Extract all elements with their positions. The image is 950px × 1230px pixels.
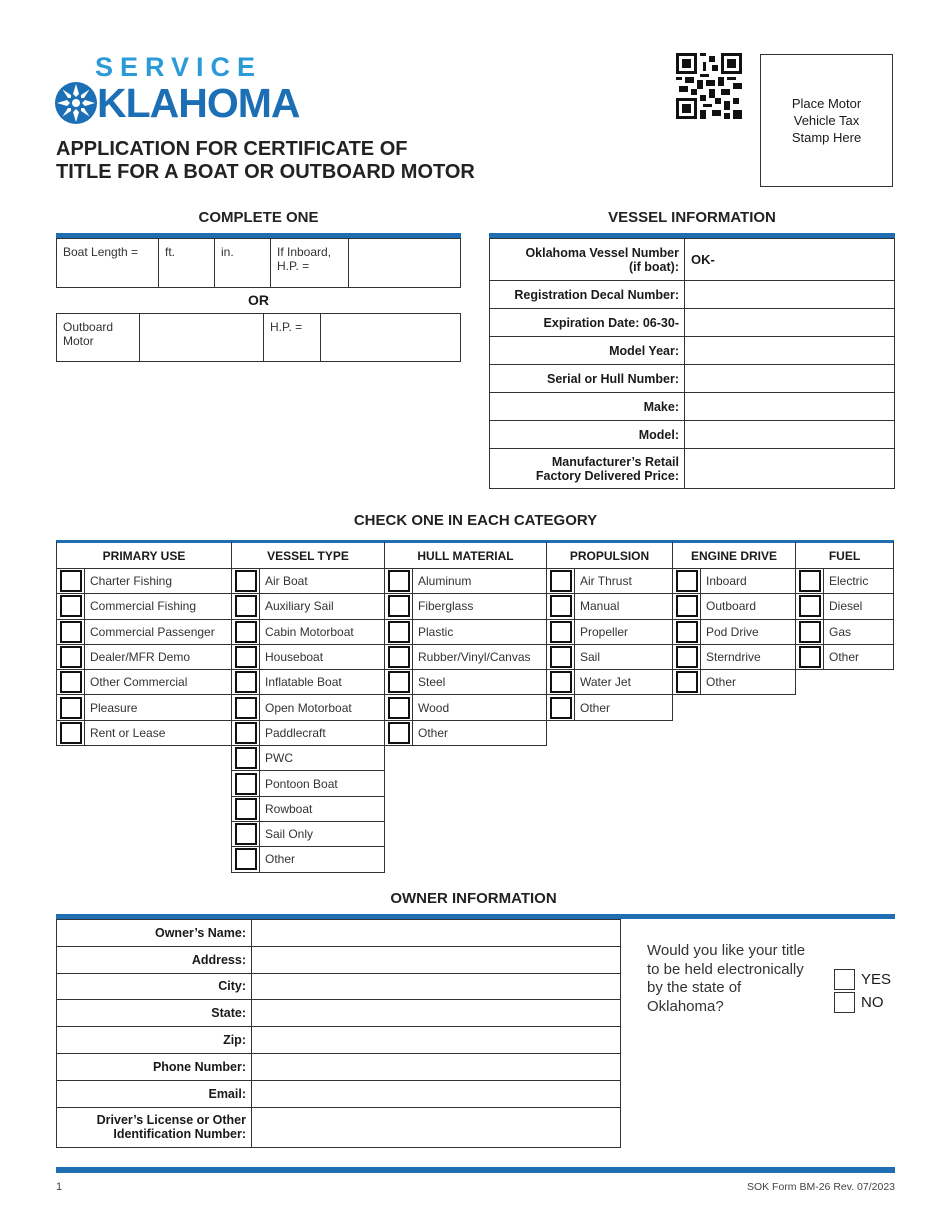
checkbox[interactable] (235, 823, 257, 845)
checkbox-cell (232, 847, 260, 871)
propulsion-header: PROPULSION (546, 540, 673, 569)
propulsion-option-label: Other (580, 700, 611, 715)
hull-material-option-label: Fiberglass (418, 599, 474, 614)
checkbox[interactable] (388, 595, 410, 617)
checkbox-cell (232, 695, 260, 719)
license-line-2: Identification Number: (113, 1127, 246, 1142)
propulsion-option-label: Water Jet (580, 675, 631, 690)
checkbox[interactable] (60, 570, 82, 592)
engine-drive-option-label: Inboard (706, 574, 747, 589)
vessel-type-option[interactable] (231, 771, 385, 796)
vessel-type-option[interactable] (231, 695, 385, 720)
hull-material-option-label: Other (418, 725, 449, 740)
state-field[interactable] (252, 1000, 621, 1027)
fuel-option[interactable] (795, 620, 894, 645)
engine-drive-option[interactable] (672, 594, 796, 619)
checkbox[interactable] (799, 646, 821, 668)
price-field[interactable] (685, 449, 895, 489)
checkbox-cell (385, 645, 413, 669)
primary-use-option-label: Rent or Lease (90, 725, 166, 740)
outboard-line-1: Outboard (63, 320, 114, 334)
checkbox[interactable] (235, 773, 257, 795)
checkbox-cell (232, 594, 260, 618)
checkbox[interactable] (60, 697, 82, 719)
star-logo-icon (53, 80, 99, 126)
qr-code-icon (676, 53, 742, 119)
hull-material-option[interactable] (384, 695, 547, 720)
vessel-type-option[interactable] (231, 847, 385, 872)
license-label (57, 1107, 252, 1147)
vessel-type-option[interactable] (231, 746, 385, 771)
checkbox-cell (232, 670, 260, 694)
primary-use-option[interactable] (56, 620, 232, 645)
vessel-type-option[interactable] (231, 645, 385, 670)
city-label: City: (57, 973, 252, 1000)
checkbox[interactable] (235, 646, 257, 668)
complete-one-heading: COMPLETE ONE (198, 209, 319, 226)
checkbox[interactable] (60, 621, 82, 643)
checkbox-cell (57, 594, 85, 618)
primary-use-header: PRIMARY USE (56, 540, 232, 569)
vessel-type-option[interactable] (231, 569, 385, 594)
hull-material-header: HULL MATERIAL (384, 540, 547, 569)
primary-use-option[interactable] (56, 695, 232, 720)
fuel-header: FUEL (795, 540, 894, 569)
vessel-info-table (489, 238, 895, 489)
checkbox[interactable] (550, 671, 572, 693)
checkbox-cell (673, 670, 701, 694)
hull-material-option[interactable] (384, 721, 547, 746)
hull-material-column (384, 540, 547, 746)
fuel-option[interactable] (795, 645, 894, 670)
propulsion-option[interactable] (546, 594, 673, 619)
phone-field[interactable] (252, 1053, 621, 1080)
checkbox[interactable] (235, 570, 257, 592)
checkbox[interactable] (60, 646, 82, 668)
primary-use-option[interactable] (56, 670, 232, 695)
propulsion-option[interactable] (546, 695, 673, 720)
owner-name-field[interactable] (252, 920, 621, 947)
inboard-hp-line-2: H.P. = (277, 259, 310, 273)
boat-length-ft-field[interactable]: ft. (159, 239, 215, 288)
checkbox-cell (796, 569, 824, 593)
checkbox-cell (232, 721, 260, 745)
vessel-type-option-label: Sail Only (265, 827, 314, 842)
make-label: Make: (490, 393, 685, 421)
checkbox-cell (57, 670, 85, 694)
checkbox[interactable] (550, 595, 572, 617)
price-line-2: Factory Delivered Price: (535, 468, 679, 483)
checkbox[interactable] (676, 621, 698, 643)
checkbox[interactable] (676, 646, 698, 668)
fuel-option-label: Electric (829, 574, 869, 589)
checkbox-cell (385, 721, 413, 745)
primary-use-option-label: Other Commercial (90, 675, 188, 690)
categories-heading: CHECK ONE IN EACH CATEGORY (353, 512, 598, 529)
propulsion-option[interactable] (546, 645, 673, 670)
inboard-hp-line-1: If Inboard, (277, 245, 332, 259)
checkbox[interactable] (676, 671, 698, 693)
checkbox-cell (385, 670, 413, 694)
boat-length-in-field[interactable]: in. (215, 239, 271, 288)
engine-drive-option-label: Pod Drive (706, 624, 759, 639)
vessel-type-option-label: Open Motorboat (265, 700, 352, 715)
no-checkbox[interactable] (834, 992, 855, 1013)
checkbox-cell (673, 645, 701, 669)
checkbox-cell (547, 620, 575, 644)
checkbox[interactable] (60, 722, 82, 744)
yes-option[interactable] (834, 969, 891, 990)
vessel-type-option-label: Auxiliary Sail (265, 599, 334, 614)
hull-material-option[interactable] (384, 645, 547, 670)
logo-oklahoma-text: KLAHOMA (97, 80, 300, 126)
form-number: SOK Form BM-26 Rev. 07/2023 (746, 1181, 895, 1193)
checkbox-cell (547, 670, 575, 694)
hull-material-option-label: Steel (418, 675, 446, 690)
checkbox-cell (232, 645, 260, 669)
primary-use-option-label: Dealer/MFR Demo (90, 650, 191, 665)
checkbox-cell (232, 797, 260, 821)
logo (53, 80, 300, 126)
vessel-type-option[interactable] (231, 721, 385, 746)
primary-use-option[interactable] (56, 645, 232, 670)
model-field[interactable] (685, 421, 895, 449)
outboard-table (56, 313, 461, 362)
fuel-option-label: Diesel (829, 599, 863, 614)
hull-material-option[interactable] (384, 620, 547, 645)
checkbox[interactable] (388, 697, 410, 719)
engine-drive-column (672, 540, 796, 695)
owner-name-label: Owner’s Name: (57, 920, 252, 947)
vessel-number-line-2: (if boat): (629, 259, 679, 274)
make-field[interactable] (685, 393, 895, 421)
checkbox-cell (232, 822, 260, 846)
primary-use-column (56, 540, 232, 746)
checkbox[interactable] (550, 697, 572, 719)
propulsion-column (546, 540, 673, 721)
electronic-title-question: Would you like your title to be held electronically by the state of Oklahoma? (647, 942, 806, 1015)
checkbox[interactable] (388, 646, 410, 668)
checkbox[interactable] (235, 798, 257, 820)
checkbox[interactable] (550, 570, 572, 592)
vessel-type-option-label: Paddlecraft (265, 725, 326, 740)
vessel-type-option[interactable] (231, 797, 385, 822)
hull-material-option-label: Wood (418, 700, 450, 715)
decal-field[interactable] (685, 281, 895, 309)
checkbox-cell (385, 594, 413, 618)
checkbox[interactable] (388, 621, 410, 643)
vessel-type-option-label: Houseboat (265, 650, 324, 665)
primary-use-option-label: Commercial Passenger (90, 624, 215, 639)
outboard-hp-label: H.P. = (264, 314, 321, 362)
stamp-line-2: Vehicle Tax (793, 113, 860, 128)
logo-service-text: SERVICE (95, 52, 263, 82)
checkbox-cell (547, 569, 575, 593)
checkbox-cell (232, 620, 260, 644)
checkbox[interactable] (235, 621, 257, 643)
checkbox[interactable] (235, 697, 257, 719)
stamp-line-3: Stamp Here (791, 130, 862, 145)
checkbox-cell (796, 645, 824, 669)
vessel-type-option[interactable] (231, 620, 385, 645)
outboard-motor-label (57, 314, 140, 362)
propulsion-option[interactable] (546, 620, 673, 645)
state-label: State: (57, 1000, 252, 1027)
no-label: NO (861, 994, 884, 1011)
title-line-1: APPLICATION FOR CERTIFICATE OF (56, 138, 408, 160)
decal-label: Registration Decal Number: (490, 281, 685, 309)
fuel-option-label: Gas (829, 624, 852, 639)
hull-material-option-label: Plastic (418, 624, 454, 639)
propulsion-option-label: Air Thrust (580, 574, 632, 589)
checkbox[interactable] (388, 722, 410, 744)
email-label: Email: (57, 1080, 252, 1107)
no-option[interactable] (834, 992, 884, 1013)
checkbox-cell (57, 721, 85, 745)
vessel-type-option-label: Inflatable Boat (265, 675, 342, 690)
page-title (56, 138, 576, 184)
checkbox[interactable] (676, 595, 698, 617)
vessel-number-line-1: Oklahoma Vessel Number (525, 245, 679, 260)
primary-use-option[interactable] (56, 594, 232, 619)
checkbox[interactable] (799, 621, 821, 643)
owner-info-table (56, 919, 621, 1148)
price-label (490, 449, 685, 489)
checkbox[interactable] (235, 848, 257, 870)
checkbox[interactable] (388, 671, 410, 693)
checkbox[interactable] (388, 570, 410, 592)
engine-drive-option[interactable] (672, 670, 796, 695)
checkbox-cell (547, 645, 575, 669)
boat-length-table (56, 238, 461, 288)
checkbox[interactable] (235, 722, 257, 744)
propulsion-option-label: Manual (580, 599, 620, 614)
hull-material-option-label: Rubber/Vinyl/Canvas (418, 650, 531, 665)
vessel-number-field[interactable]: OK- (685, 239, 895, 281)
yes-label: YES (861, 971, 892, 988)
vessel-type-option-label: Other (265, 852, 296, 867)
fuel-column (795, 540, 894, 670)
stamp-line-1: Place Motor (791, 96, 862, 111)
checkbox[interactable] (550, 646, 572, 668)
vessel-type-option[interactable] (231, 822, 385, 847)
checkbox[interactable] (235, 747, 257, 769)
phone-label: Phone Number: (57, 1053, 252, 1080)
model-year-label: Model Year: (490, 337, 685, 365)
email-field[interactable] (252, 1080, 621, 1107)
owner-info-heading: OWNER INFORMATION (390, 890, 557, 907)
propulsion-option[interactable] (546, 569, 673, 594)
vessel-type-column (231, 540, 385, 873)
engine-drive-option[interactable] (672, 569, 796, 594)
address-label: Address: (57, 946, 252, 973)
tax-stamp-box (760, 54, 893, 187)
footer-bar (56, 1167, 895, 1173)
outboard-line-2: Motor (63, 334, 94, 348)
expiration-field[interactable] (685, 309, 895, 337)
checkbox[interactable] (550, 621, 572, 643)
primary-use-option[interactable] (56, 721, 232, 746)
vessel-type-option-label: Cabin Motorboat (265, 624, 354, 639)
zip-field[interactable] (252, 1027, 621, 1054)
hull-material-option-label: Aluminum (418, 574, 472, 589)
vessel-type-option[interactable] (231, 670, 385, 695)
checkbox-cell (673, 620, 701, 644)
page-number: 1 (56, 1181, 63, 1193)
engine-drive-option[interactable] (672, 645, 796, 670)
engine-drive-option-label: Other (706, 675, 737, 690)
engine-drive-option-label: Sterndrive (706, 650, 761, 665)
or-label: OR (248, 292, 269, 308)
engine-drive-header: ENGINE DRIVE (672, 540, 796, 569)
checkbox-cell (232, 569, 260, 593)
expiration-label: Expiration Date: 06-30- (490, 309, 685, 337)
checkbox-cell (57, 695, 85, 719)
checkbox[interactable] (676, 570, 698, 592)
checkbox-cell (57, 569, 85, 593)
checkbox-cell (232, 746, 260, 770)
checkbox-cell (57, 645, 85, 669)
checkbox-cell (547, 695, 575, 719)
license-line-1: Driver’s License or Other (96, 1113, 246, 1128)
vessel-type-option-label: Pontoon Boat (265, 776, 338, 791)
outboard-hp-field[interactable] (321, 314, 461, 362)
primary-use-option-label: Charter Fishing (90, 574, 173, 589)
fuel-option-label: Other (829, 650, 860, 665)
vessel-type-option[interactable] (231, 594, 385, 619)
checkbox[interactable] (235, 671, 257, 693)
inboard-hp-field[interactable] (349, 239, 461, 288)
checkbox[interactable] (60, 595, 82, 617)
outboard-motor-field[interactable] (140, 314, 264, 362)
checkbox-cell (796, 620, 824, 644)
checkbox-cell (57, 620, 85, 644)
address-field[interactable] (252, 946, 621, 973)
checkbox-cell (796, 594, 824, 618)
hull-material-option[interactable] (384, 670, 547, 695)
checkbox[interactable] (60, 671, 82, 693)
title-line-2: TITLE FOR A BOAT OR OUTBOARD MOTOR (56, 161, 475, 183)
vessel-type-option-label: PWC (265, 751, 293, 766)
vessel-type-option-label: Air Boat (265, 574, 308, 589)
hull-material-option[interactable] (384, 569, 547, 594)
primary-use-option-label: Pleasure (90, 700, 138, 715)
license-field[interactable] (252, 1107, 621, 1147)
hull-material-option[interactable] (384, 594, 547, 619)
vessel-type-option-label: Rowboat (265, 801, 313, 816)
checkbox[interactable] (799, 570, 821, 592)
checkbox-cell (673, 594, 701, 618)
propulsion-option[interactable] (546, 670, 673, 695)
model-year-field[interactable] (685, 337, 895, 365)
checkbox[interactable] (799, 595, 821, 617)
checkbox[interactable] (235, 595, 257, 617)
checkbox-cell (673, 569, 701, 593)
serial-field[interactable] (685, 365, 895, 393)
primary-use-option-label: Commercial Fishing (90, 599, 197, 614)
city-field[interactable] (252, 973, 621, 1000)
price-line-1: Manufacturer’s Retail (551, 454, 679, 469)
checkbox-cell (385, 620, 413, 644)
fuel-option[interactable] (795, 594, 894, 619)
engine-drive-option-label: Outboard (706, 599, 757, 614)
yes-checkbox[interactable] (834, 969, 855, 990)
primary-use-option[interactable] (56, 569, 232, 594)
model-label: Model: (490, 421, 685, 449)
vessel-info-heading: VESSEL INFORMATION (608, 209, 776, 226)
checkbox-cell (385, 569, 413, 593)
serial-label: Serial or Hull Number: (490, 365, 685, 393)
boat-length-label: Boat Length = (57, 239, 159, 288)
inboard-hp-label (271, 239, 349, 288)
zip-label: Zip: (57, 1027, 252, 1054)
checkbox-cell (385, 695, 413, 719)
fuel-option[interactable] (795, 569, 894, 594)
engine-drive-option[interactable] (672, 620, 796, 645)
propulsion-option-label: Propeller (580, 624, 629, 639)
vessel-type-header: VESSEL TYPE (231, 540, 385, 569)
propulsion-option-label: Sail (580, 650, 601, 665)
vessel-number-label (490, 239, 685, 281)
checkbox-cell (547, 594, 575, 618)
checkbox-cell (232, 771, 260, 795)
